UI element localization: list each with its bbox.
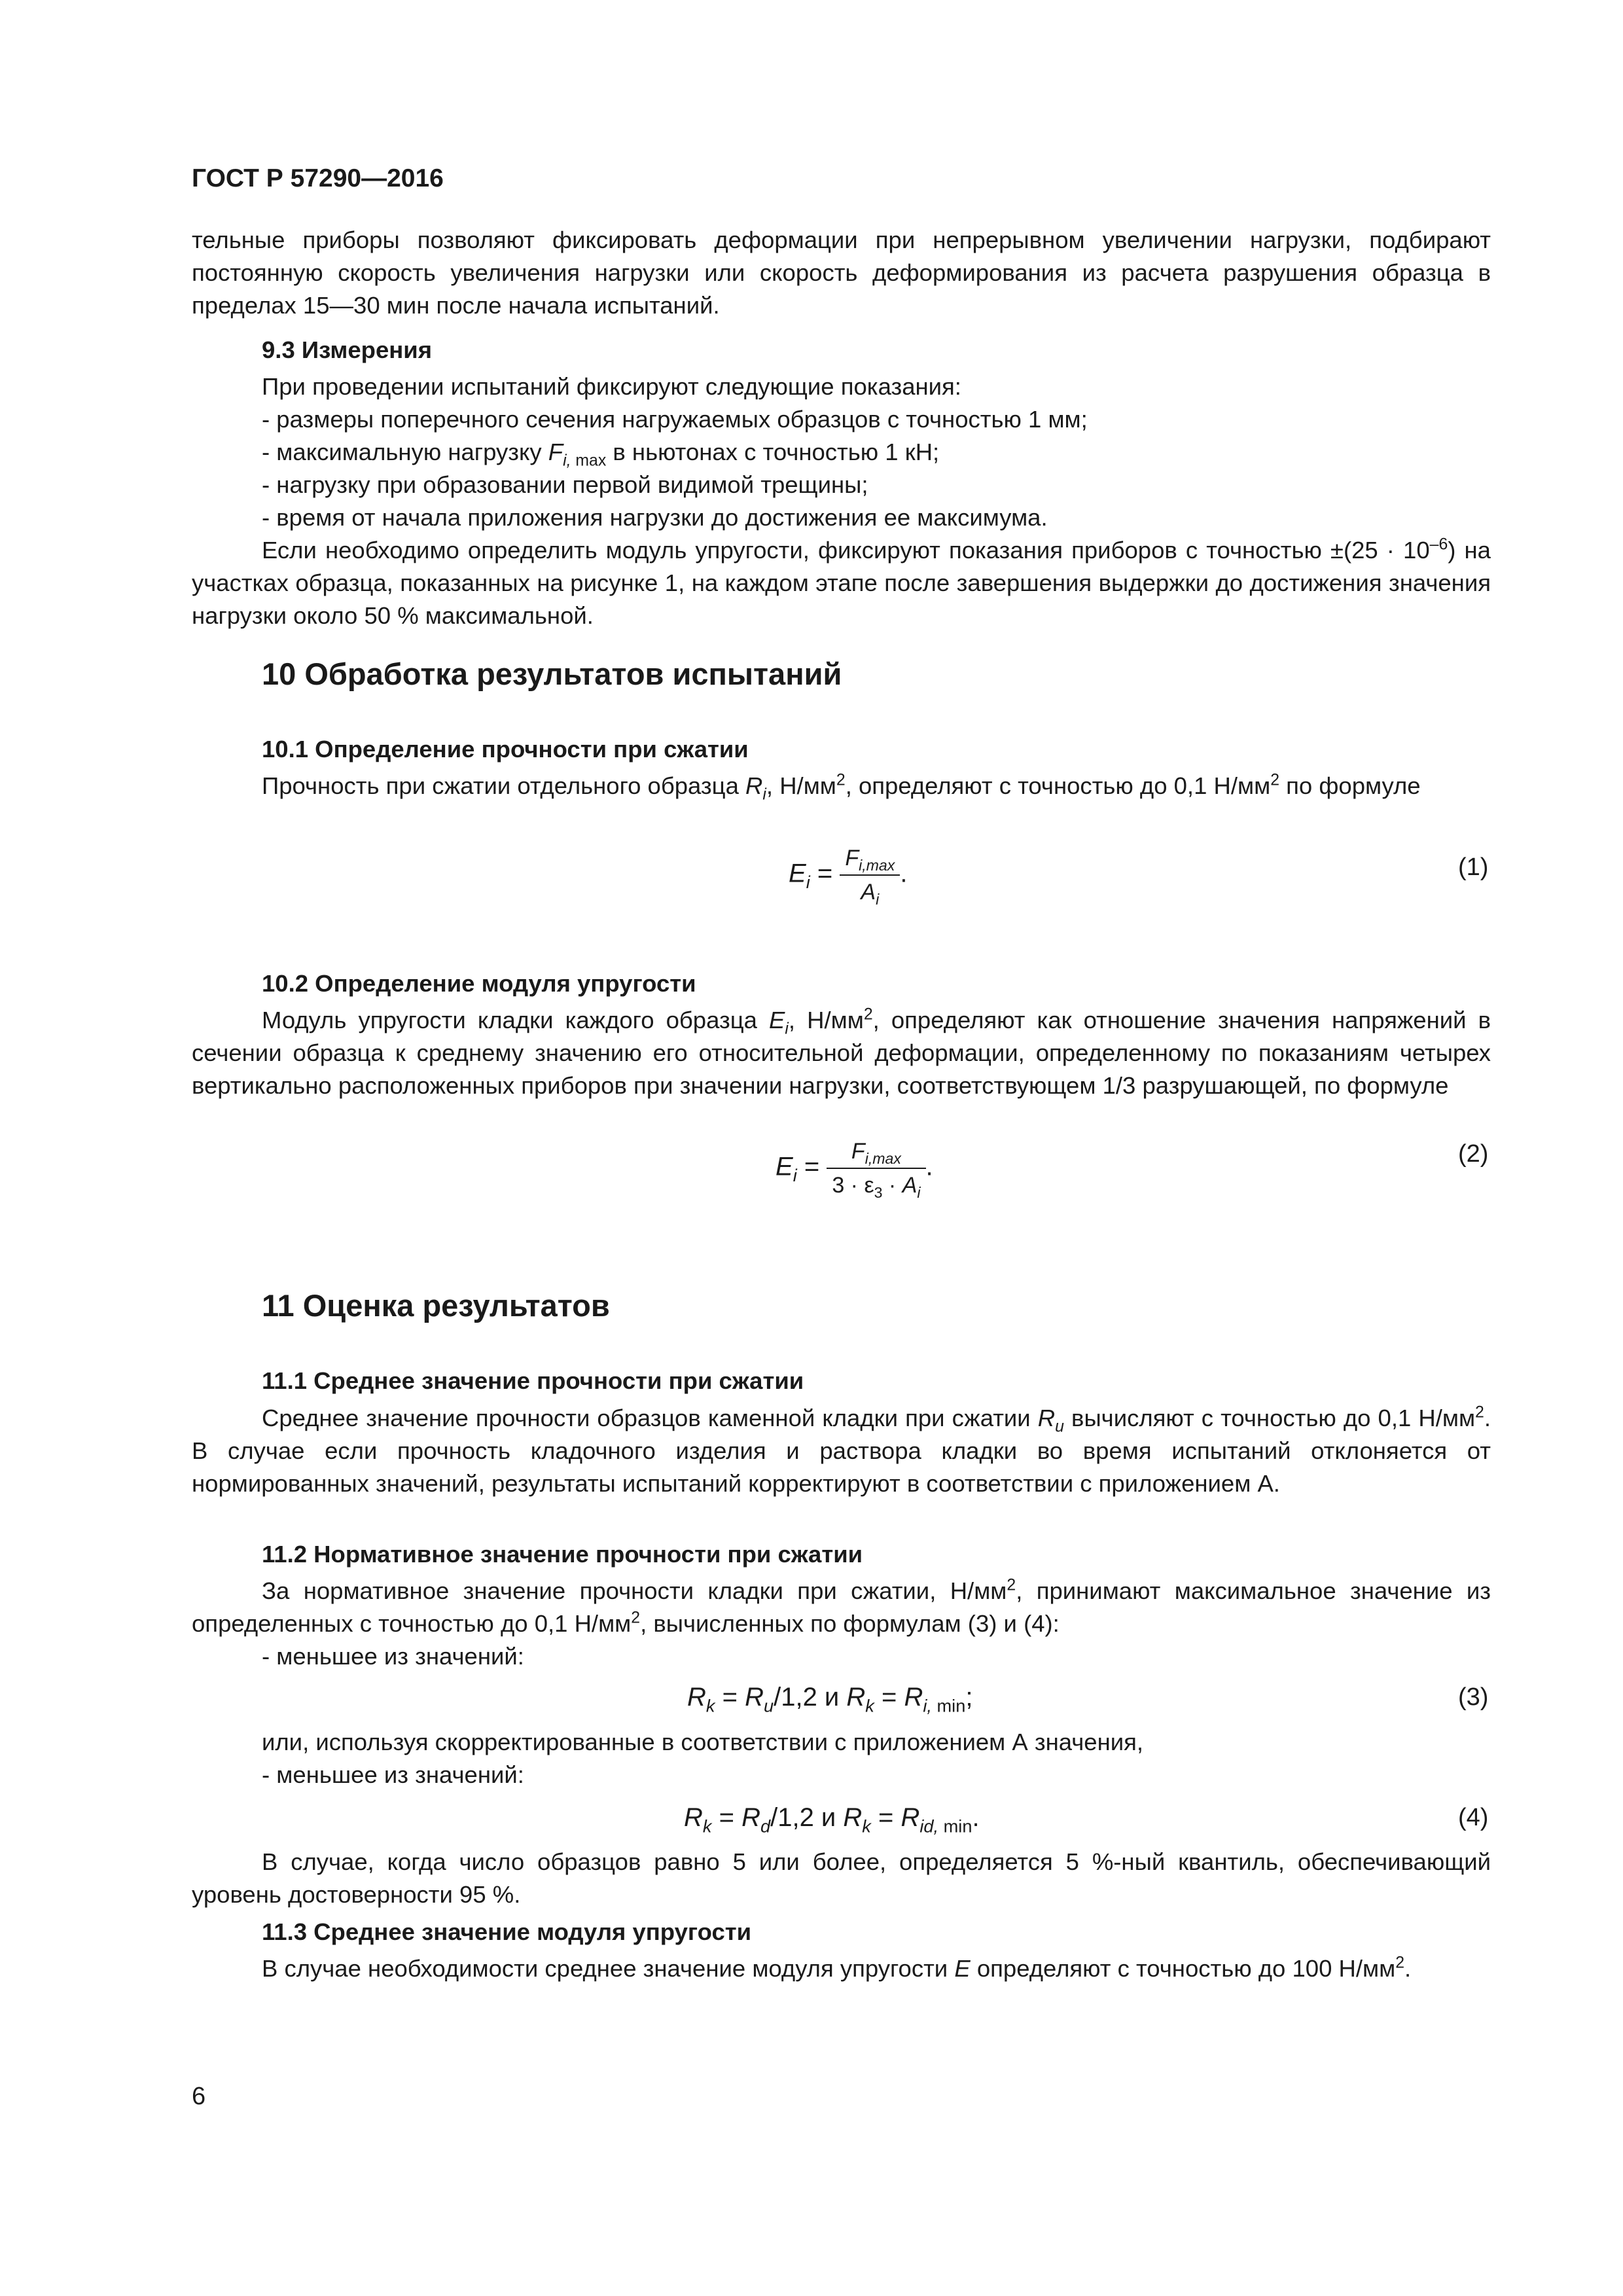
intro-paragraph: тельные приборы позволяют фиксировать деформации при непрерывном увеличении нагрузки, подбирают постоянную скорость увеличения нагрузки или скорость деформирования из расчета разрушения образца в пределах 15—30 мин после начала испытаний. <box>192 226 1491 319</box>
measure-item-4: - время от начала приложения нагрузки до достижения ее максимума. <box>262 504 1048 531</box>
formula-4: $R_k = R_d/1,2$ и $R_k = R_{id, min}$. <box>684 1803 980 1837</box>
measure-item-2: - максимальную нагрузку $F_{i, max}$ в ньютонах с точностью 1 кН; <box>262 439 940 470</box>
section-9-3-title: 9.3 Измерения <box>262 336 433 363</box>
section-11-2-paragraph: За нормативное значение прочности кладки при сжатии, $Н/мм^2$, принимают максимальное значение из определенных с точностью до 0,1 $Н/мм^2$, вычисленных по формулам (3) и (4): <box>192 1576 1491 1637</box>
section-10-1-paragraph: Прочность при сжатии отдельного образца $R_i$, $Н/мм^2$, определяют с точностью до 0,1 $Н/мм^2$ по формуле <box>262 771 1421 804</box>
document-code: ГОСТ Р 57290—2016 <box>192 164 444 192</box>
section-10-heading: 10 Обработка результатов испытаний <box>262 656 842 691</box>
formula-3: $R_k = R_u/1,2$ и $R_k = R_{i, min}$; <box>687 1683 973 1716</box>
section-11-2-item-1: - меньшее из значений: <box>262 1643 524 1670</box>
section-10-1-title: 10.1 Определение прочности при сжатии <box>262 736 749 762</box>
section-11-2-alternative: или, используя скорректированные в соответствии с приложением А значения, <box>262 1729 1144 1755</box>
section-11-3-paragraph: В случае необходимости среднее значение модуля упругости E определяют с точностью до 100 $Н/мм^2$. <box>262 1954 1412 1982</box>
section-11-1-title: 11.1 Среднее значение прочности при сжатии <box>262 1367 804 1394</box>
section-10-2-paragraph: Модуль упругости кладки каждого образца $E_i$, $Н/мм^2$, определяют как отношение значения напряжений в сечении образца к среднему значению его относительной деформации, определенному по показаниям четырех вертикально расположенных приборов при значении нагрузки, соответствующем 1/3 разрушающей, по формуле <box>192 1005 1491 1099</box>
section-10-2-title: 10.2 Определение модуля упругости <box>262 970 696 997</box>
formula-4-number: (4) <box>1458 1804 1489 1831</box>
page-number: 6 <box>192 2083 206 2110</box>
section-11-2-item-2: - меньшее из значений: <box>262 1761 524 1788</box>
formula-2-number: (2) <box>1458 1140 1489 1168</box>
section-11-3-title: 11.3 Среднее значение модуля упругости <box>262 1918 752 1945</box>
formula-1-number: (1) <box>1458 853 1489 881</box>
section-9-3-lead: При проведении испытаний фиксируют следующие показания: <box>262 373 961 400</box>
section-11-2-tail: В случае, когда число образцов равно 5 или более, определяется 5 %-ный квантиль, обеспечивающий уровень достоверности 95 %. <box>192 1848 1491 1908</box>
section-11-heading: 11 Оценка результатов <box>262 1288 610 1323</box>
formula-3-number: (3) <box>1458 1683 1489 1711</box>
section-11-2-title: 11.2 Нормативное значение прочности при сжатии <box>262 1541 863 1568</box>
formula-2: $E_i$ = $\frac{F_{i,max}}{3 \cdot \varepsilon_3 \cdot A_i}$ . <box>776 1139 933 1202</box>
measure-item-3: - нагрузку при образовании первой видимой трещины; <box>262 471 868 498</box>
measure-item-1: - размеры поперечного сечения нагружаемых образцов с точностью 1 мм; <box>262 406 1088 433</box>
formula-1: $E_i$ = $\frac{F_{i,max}}{A_i}$ . <box>789 846 908 908</box>
section-11-1-paragraph: Среднее значение прочности образцов каменной кладки при сжатии $R_u$ вычисляют с точностью до 0,1 $Н/мм^2$. В случае если прочность кладочного изделия и раствора кладки во время испытаний отклоняется от нормированных значений, результаты испытаний корректируют в соответствии с приложением А. <box>192 1403 1491 1497</box>
section-9-3-paragraph: Если необходимо определить модуль упругости, фиксируют показания приборов с точностью $\pm(25 \cdot 10^{-6})$ на участках образца, показанных на рисунке 1, на каждом этапе после завершения выдержки до достижения значения нагрузки около 50 % максимальной. <box>192 535 1491 629</box>
